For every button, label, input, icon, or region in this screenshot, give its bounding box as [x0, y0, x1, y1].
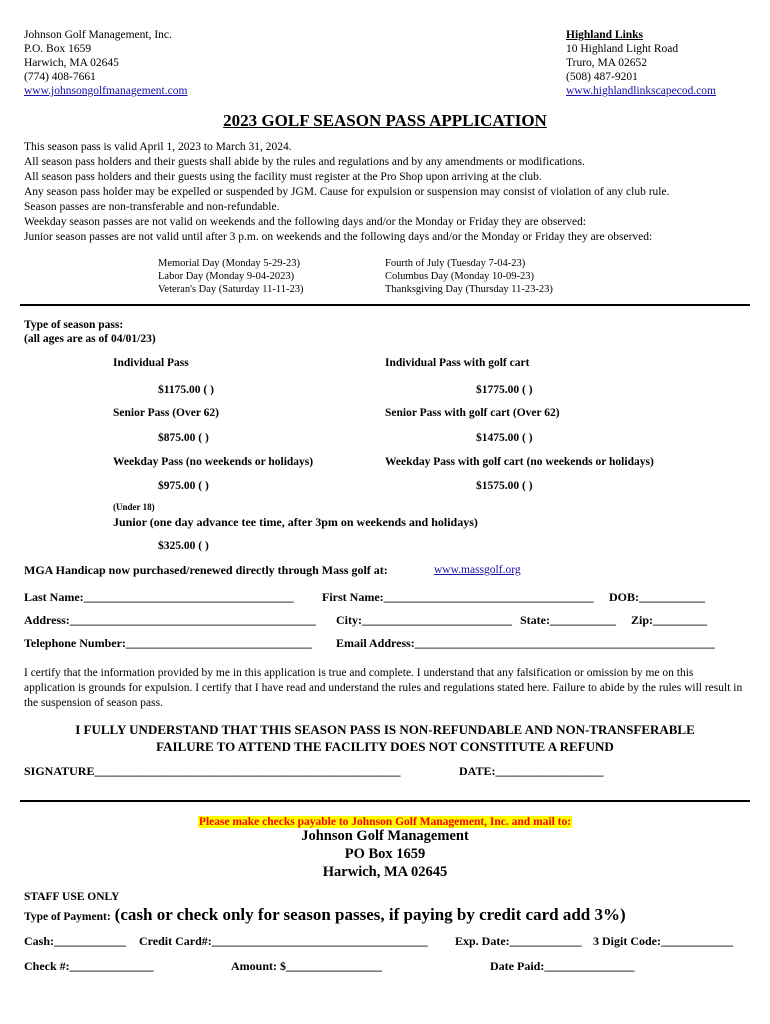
company-phone: (774) 408-7661: [24, 71, 96, 83]
last-name-field[interactable]: Last Name:___________________________________: [24, 590, 294, 604]
mail-recipient-name: Johnson Golf Management: [301, 828, 469, 844]
company-website-link[interactable]: www.johnsongolfmanagement.com: [24, 85, 188, 97]
rule-line: This season pass is valid April 1, 2023 to March 31, 2024.: [24, 141, 292, 153]
checks-payable-notice: Please make checks payable to Johnson Golf Management, Inc. and mail to:: [198, 816, 572, 828]
exp-date-field[interactable]: Exp. Date:____________: [455, 934, 582, 948]
rule-line: Any season pass holder may be expelled or suspended by JGM. Cause for expulsion or suspension may consist of violation of any club rule.: [24, 186, 670, 198]
credit-card-field[interactable]: Credit Card#:____________________________________: [139, 934, 428, 948]
rules-list: [24, 140, 669, 245]
check-number-field[interactable]: Check #:______________: [24, 959, 154, 973]
pass-type-subheading: (all ages are as of 04/01/23): [24, 333, 156, 345]
rule-line: Season passes are non-transferable and non-refundable.: [24, 201, 280, 213]
first-name-field[interactable]: First Name:___________________________________: [322, 590, 594, 604]
telephone-field[interactable]: Telephone Number:_______________________________: [24, 636, 312, 650]
staff-use-heading: STAFF USE ONLY: [24, 891, 120, 903]
senior-pass-label: Senior Pass (Over 62): [113, 407, 219, 419]
holiday-item: Veteran's Day (Saturday 11-11-23): [158, 284, 304, 295]
senior-cart-pass-label: Senior Pass with golf cart (Over 62): [385, 407, 560, 419]
holiday-item: Columbus Day (Monday 10-09-23): [385, 271, 535, 282]
mail-city: Harwich, MA 02645: [322, 864, 448, 880]
course-website-link[interactable]: www.highlandlinkscapecod.com: [566, 85, 716, 97]
page-title: 2023 GOLF SEASON PASS APPLICATION: [223, 111, 547, 130]
amount-field[interactable]: Amount: $________________: [231, 959, 383, 973]
weekday-pass-checkbox[interactable]: $975.00 ( ): [158, 480, 209, 492]
junior-pass-checkbox[interactable]: $325.00 ( ): [158, 540, 209, 552]
digit-code-field[interactable]: 3 Digit Code:____________: [593, 934, 733, 948]
certification-text: I certify that the information provided by me in this application is true and complete. I understand that any falsification or omission by me on this application is grounds for expulsion. I certify that I have read and understand the rules and regulations stated here. Failure to abide by the rules will result in the suspension of season pass.: [24, 667, 743, 709]
holiday-item: Fourth of July (Tuesday 7-04-23): [385, 258, 526, 269]
weekday-pass-label: Weekday Pass (no weekends or holidays): [113, 456, 314, 468]
individual-pass-label: Individual Pass: [113, 357, 189, 369]
zip-field[interactable]: Zip:_________: [631, 613, 708, 627]
mga-handicap-text: MGA Handicap now purchased/renewed directly through Mass golf at:: [24, 563, 388, 577]
senior-pass-checkbox[interactable]: $875.00 ( ): [158, 432, 209, 444]
mail-po-box: PO Box 1659: [344, 846, 426, 862]
state-field[interactable]: State:___________: [520, 613, 616, 627]
section-divider: [20, 800, 750, 802]
signature-date-field[interactable]: DATE:__________________: [459, 764, 604, 778]
junior-pass-label: Junior (one day advance tee time, after 3pm on weekends and holidays): [113, 515, 478, 529]
date-paid-field[interactable]: Date Paid:_______________: [490, 959, 635, 973]
rule-line: Weekday season passes are not valid on weekends and the following days and/or the Monday or Friday they are observed:: [24, 216, 587, 228]
massgolf-link[interactable]: www.massgolf.org: [434, 564, 521, 576]
rule-line: All season pass holders and their guests shall abide by the rules and regulations and by any amendments or modifications.: [24, 156, 585, 168]
course-city: Truro, MA 02652: [566, 57, 648, 69]
holiday-list-right: [385, 257, 553, 296]
email-field[interactable]: Email Address:__________________________________________________: [336, 636, 715, 650]
holiday-item: Memorial Day (Monday 5-29-23): [158, 258, 301, 269]
city-field[interactable]: City:_________________________: [336, 613, 512, 627]
company-name: Johnson Golf Management, Inc.: [24, 29, 172, 41]
dob-field[interactable]: DOB:___________: [609, 590, 705, 604]
junior-age-note: (Under 18): [113, 502, 155, 512]
pass-type-heading: Type of season pass:: [24, 319, 124, 331]
holiday-list-left: [158, 257, 303, 296]
individual-cart-pass-label: Individual Pass with golf cart: [385, 357, 530, 369]
company-city: Harwich, MA 02645: [24, 57, 119, 69]
section-divider: [20, 304, 750, 306]
holiday-item: Thanksgiving Day (Thursday 11-23-23): [385, 284, 553, 295]
payment-type-label: Type of Payment:: [24, 911, 111, 923]
address-field[interactable]: Address:_________________________________________: [24, 613, 316, 627]
individual-pass-checkbox[interactable]: $1175.00 ( ): [158, 384, 214, 396]
company-po-box: P.O. Box 1659: [24, 43, 92, 55]
cash-field[interactable]: Cash:____________: [24, 934, 127, 948]
course-address: 10 Highland Light Road: [566, 43, 679, 55]
no-refund-notice: FAILURE TO ATTEND THE FACILITY DOES NOT CONSTITUTE A REFUND: [156, 739, 614, 754]
senior-cart-pass-checkbox[interactable]: $1475.00 ( ): [476, 432, 533, 444]
payment-type-row: [24, 905, 626, 925]
holiday-item: Labor Day (Monday 9-04-2023): [158, 271, 295, 282]
rule-line: All season pass holders and their guests using the facility must register at the Pro Shop upon arriving at the club.: [24, 171, 542, 183]
weekday-cart-pass-label: Weekday Pass with golf cart (no weekends or holidays): [385, 456, 654, 468]
signature-field[interactable]: SIGNATURE___________________________________________________: [24, 764, 401, 778]
payment-type-note: (cash or check only for season passes, if paying by credit card add 3%): [114, 905, 626, 924]
non-refundable-notice: I FULLY UNDERSTAND THAT THIS SEASON PASS IS NON-REFUNDABLE AND NON-TRANSFERABLE: [75, 722, 695, 737]
course-address-block: [566, 28, 716, 98]
course-phone: (508) 487-9201: [566, 71, 638, 83]
weekday-cart-pass-checkbox[interactable]: $1575.00 ( ): [476, 480, 533, 492]
course-name: Highland Links: [566, 29, 644, 41]
rule-line: Junior season passes are not valid until after 3 p.m. on weekends and the following days and/or the Monday or Friday they are observed:: [24, 231, 653, 243]
sender-address-block: [24, 28, 187, 98]
individual-cart-pass-checkbox[interactable]: $1775.00 ( ): [476, 384, 533, 396]
